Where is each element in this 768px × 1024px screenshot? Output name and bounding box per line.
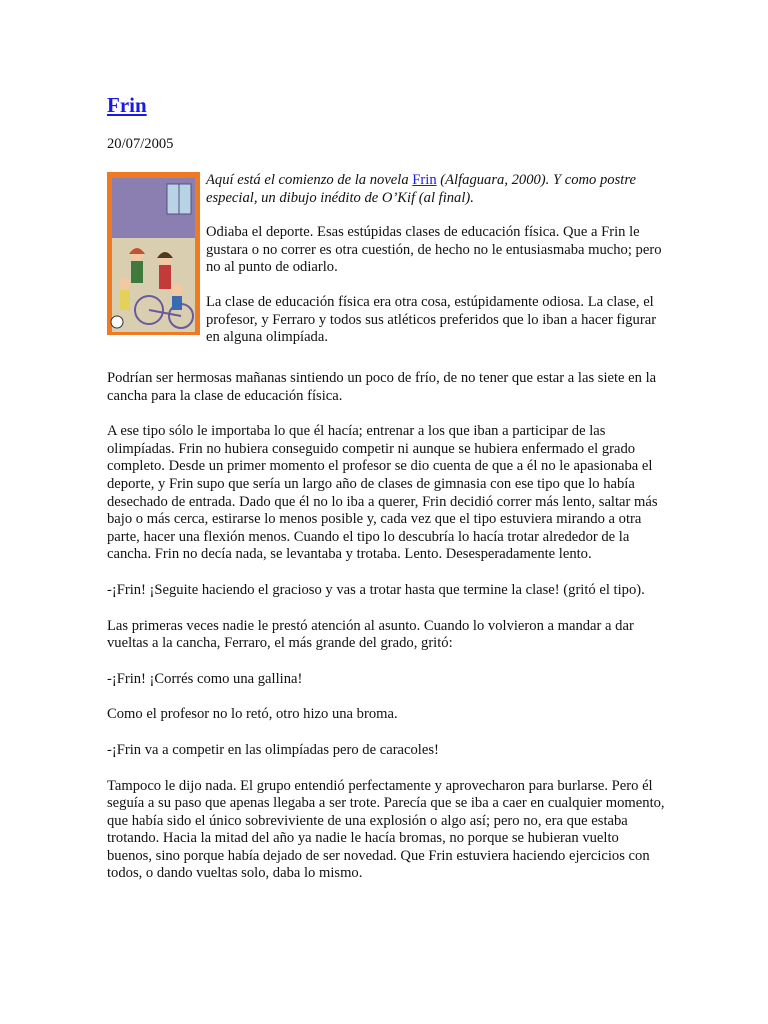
cover-illustration — [107, 172, 200, 335]
body-paragraph: -¡Frin! ¡Seguite haciendo el gracioso y vas a trotar hasta que termine la clase! (gritó el tipo). — [107, 581, 645, 598]
body-paragraph: Podrían ser hermosas mañanas sintiendo un poco de frío, de no tener que estar a las siete en la cancha para la clase de educación física. — [107, 370, 657, 404]
lead-text-post: (Alfaguara, 2000). Y como postre especial, un dibujo inédito de O’Kif (al final). — [206, 172, 636, 206]
book-cover-image — [107, 172, 200, 335]
lead-text-pre: Aquí está el comienzo de la novela — [206, 172, 413, 188]
intro-block — [107, 172, 667, 364]
article-title — [107, 92, 147, 118]
intro-paragraph: La clase de educación física era otra cosa, estúpidamente odiosa. La clase, el profesor, y Ferraro y todos sus atléticos preferidos que lo iban a hacer figurar en alguna olimpíada. — [206, 293, 657, 346]
article-body — [107, 370, 667, 901]
novel-link[interactable]: Frin — [412, 172, 437, 188]
body-paragraph: -¡Frin va a competir en las olimpíadas pero de caracoles! — [107, 741, 439, 758]
body-paragraph: Las primeras veces nadie le prestó atención al asunto. Cuando lo volvieron a mandar a dar vueltas a la cancha, Ferraro, el más grande del grado, gritó: — [107, 617, 634, 652]
article-date: 20/07/2005 — [107, 136, 174, 152]
article-title-link[interactable]: Frin — [107, 93, 147, 117]
body-paragraph: A ese tipo sólo le importaba lo que él hacía; entrenar a los que iban a participar de las olimpíadas. Frin no hubiera conseguido competir ni aunque se hubiera enfermado el grado completo. Desde un primer momento el profesor se dio cuenta de que a él no le apasionaba el deporte, y Frin supo que sería un largo año de clases de gimnasia con ese tipo que lo había desechado de entrada. Dado que él no lo iba a querer, Frin decidió correr más lento, saltar más bajo o más cerca, estirarse lo menos posible y, cada vez que el tipo estuviera mirando a otra parte, hacer una flexión menos. Cuando el tipo lo descubría lo hacía trotar alrededor de la cancha. Frin no decía nada, se levantaba y trotaba. Lento. Desesperadamente lento. — [107, 423, 658, 563]
body-paragraph: Tampoco le dijo nada. El grupo entendió perfectamente y aprovecharon para burlarse. Pero él seguía a su paso que apenas llegaba a ser trote. Parecía que se iba a caer en cualquier momento, que había sido el único sobreviviente de una explosión o algo así; pero no, era que estaba trotando. Hacia la mitad del año ya nadie le hacía bromas, no porque se hubieran vuelto buenos, sino porque había dejado de ser novedad. Que Frin estuviera haciendo ejercicios con todos, o dando vueltas solo, daba lo mismo. — [107, 777, 665, 882]
body-paragraph: -¡Frin! ¡Corrés como una gallina! — [107, 670, 303, 687]
intro-paragraph: Odiaba el deporte. Esas estúpidas clases de educación física. Que a Frin le gustara o no correr es otra cuestión, de hecho no le entusiasmaba mucho; pero no al punto de odiarlo. — [206, 224, 662, 276]
body-paragraph: Como el profesor no lo retó, otro hizo una broma. — [107, 706, 398, 723]
